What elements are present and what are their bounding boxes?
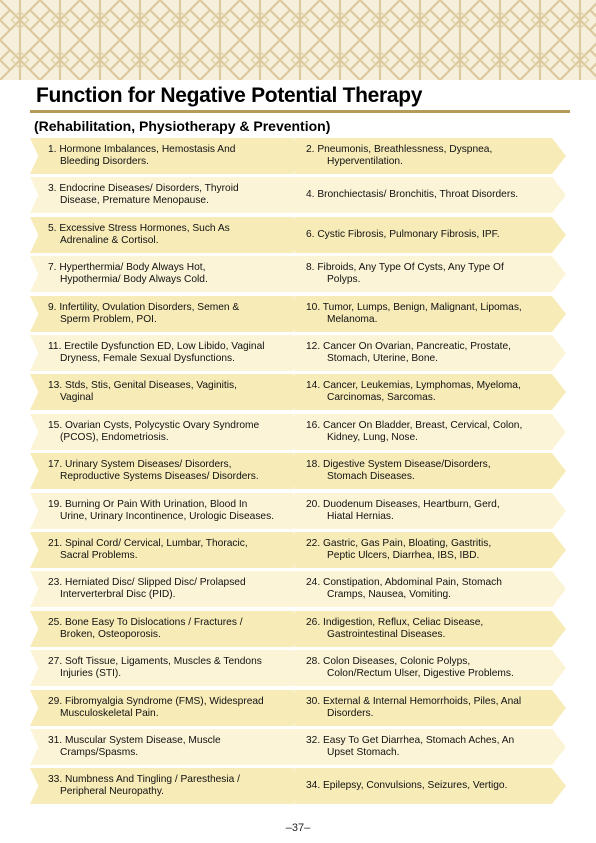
condition-line-2: (PCOS), Endometriosis.: [60, 431, 169, 443]
condition-line-1: 3. Endocrine Diseases/ Disorders, Thyroid: [48, 183, 239, 195]
condition-line-1: 13. Stds, Stis, Genital Diseases, Vaginitis,: [48, 380, 237, 392]
condition-line-1: 22. Gastric, Gas Pain, Bloating, Gastritis,: [306, 538, 492, 549]
condition-item: [30, 256, 307, 292]
condition-item: [294, 650, 566, 686]
condition-line-1: 30. External & Internal Hemorrhoids, Piles, Anal: [306, 695, 522, 707]
condition-line-1: 9. Infertility, Ovulation Disorders, Semen &: [48, 301, 240, 313]
condition-item: [294, 138, 566, 174]
condition-line-2: Disorders.: [327, 707, 374, 719]
condition-line-2: Kidney, Lung, Nose.: [327, 431, 418, 443]
condition-line-2: Hiatal Hernias.: [327, 510, 394, 522]
condition-line-1: 2. Pneumonis, Breathlessness, Dyspnea,: [306, 144, 493, 155]
condition-line-1: 12. Cancer On Ovarian, Pancreatic, Prostate,: [306, 341, 511, 352]
condition-item: [30, 138, 307, 174]
condition-line-1: 10. Tumor, Lumps, Benign, Malignant, Lipomas,: [306, 301, 522, 313]
condition-line-2: Interverterbral Disc (PID).: [60, 589, 176, 601]
condition-line-1: 4. Bronchiectasis/ Bronchitis, Throat Disorders.: [306, 189, 519, 201]
condition-line-1: 7. Hyperthermia/ Body Always Hot,: [48, 262, 206, 274]
condition-line-2: Injuries (STI).: [60, 668, 122, 680]
condition-line-2: Stomach, Uterine, Bone.: [327, 353, 438, 364]
condition-line-1: 24. Constipation, Abdominal Pain, Stomach: [306, 577, 502, 589]
condition-item: [294, 335, 566, 371]
condition-line-1: 33. Numbness And Tingling / Paresthesia /: [48, 774, 240, 786]
condition-line-2: Polyps.: [327, 274, 361, 286]
condition-line-1: 1. Hormone Imbalances, Hemostasis And: [48, 144, 236, 155]
condition-line-1: 19. Burning Or Pain With Urination, Blood In: [48, 498, 248, 510]
condition-item: [294, 729, 566, 765]
condition-line-2: Colon/Rectum Ulser, Digestive Problems.: [327, 668, 514, 680]
condition-line-1: 16. Cancer On Bladder, Breast, Cervical, Colon,: [306, 419, 523, 431]
condition-line-2: Gastrointestinal Diseases.: [327, 628, 446, 640]
condition-item: [294, 571, 566, 607]
condition-item: [294, 453, 566, 489]
condition-line-2: Musculoskeletal Pain.: [60, 707, 159, 719]
condition-item: [294, 296, 566, 332]
condition-line-2: Stomach Diseases.: [327, 471, 415, 483]
condition-line-2: Reproductive Systems Diseases/ Disorders.: [60, 471, 259, 483]
condition-item: [30, 532, 307, 568]
condition-line-1: 14. Cancer, Leukemias, Lymphomas, Myeloma,: [306, 380, 521, 392]
condition-item: [294, 690, 566, 726]
condition-item: [30, 335, 307, 371]
condition-line-2: Hyperventilation.: [327, 156, 403, 167]
condition-line-1: 18. Digestive System Disease/Disorders,: [306, 459, 491, 471]
condition-line-2: Carcinomas, Sarcomas.: [327, 392, 436, 404]
condition-line-1: 11. Erectile Dysfunction ED, Low Libido, Vaginal: [48, 341, 265, 352]
condition-line-1: 5. Excessive Stress Hormones, Such As: [48, 222, 230, 234]
condition-line-1: 20. Duodenum Diseases, Heartburn, Gerd,: [306, 498, 500, 510]
condition-item: [30, 217, 307, 253]
condition-line-1: 28. Colon Diseases, Colonic Polyps,: [306, 656, 471, 668]
condition-item: [294, 374, 566, 410]
condition-line-1: 23. Herniated Disc/ Slipped Disc/ Prolapsed: [48, 577, 246, 589]
condition-item: [294, 493, 566, 529]
page-title: Function for Negative Potential Therapy: [36, 84, 423, 107]
condition-item: [30, 493, 307, 529]
condition-item: [30, 414, 307, 450]
condition-item: [294, 256, 566, 292]
condition-line-2: Vaginal: [60, 392, 94, 404]
condition-line-2: Adrenaline & Cortisol.: [60, 234, 159, 246]
condition-line-2: Dryness, Female Sexual Dysfunctions.: [60, 353, 235, 364]
condition-line-1: 26. Indigestion, Reflux, Celiac Disease,: [306, 616, 484, 628]
condition-item: [294, 768, 566, 804]
condition-item: [294, 414, 566, 450]
condition-line-1: 27. Soft Tissue, Ligaments, Muscles & Tendons: [48, 656, 262, 668]
condition-item: [294, 611, 566, 647]
condition-item: [294, 177, 566, 213]
condition-item: [30, 374, 307, 410]
condition-item: [30, 729, 307, 765]
condition-line-1: 31. Muscular System Disease, Muscle: [48, 735, 221, 746]
fret-pattern-graphic: [0, 0, 596, 80]
condition-line-1: 8. Fibroids, Any Type Of Cysts, Any Type Of: [306, 262, 504, 274]
condition-line-1: 29. Fibromyalgia Syndrome (FMS), Widespread: [48, 695, 264, 707]
condition-line-2: Hypothermia/ Body Always Cold.: [60, 274, 208, 286]
condition-line-1: 15. Ovarian Cysts, Polycystic Ovary Syndrome: [48, 419, 260, 431]
condition-line-2: Urine, Urinary Incontinence, Urologic Diseases.: [60, 510, 275, 522]
condition-line-2: Peptic Ulcers, Diarrhea, IBS, IBD.: [327, 550, 480, 561]
condition-line-2: Peripheral Neuropathy.: [60, 786, 165, 798]
condition-line-1: 6. Cystic Fibrosis, Pulmonary Fibrosis, IPF.: [306, 228, 500, 240]
condition-line-2: Cramps/Spasms.: [60, 747, 139, 758]
condition-line-2: Cramps, Nausea, Vomiting.: [327, 589, 452, 601]
page-subtitle: (Rehabilitation, Physiotherapy & Prevention): [34, 118, 331, 134]
condition-item: [294, 532, 566, 568]
condition-line-2: Melanoma.: [327, 313, 378, 325]
condition-item: [30, 611, 307, 647]
condition-item: [30, 571, 307, 607]
condition-line-2: Upset Stomach.: [327, 747, 400, 758]
title-divider: [30, 110, 570, 113]
condition-item: [30, 296, 307, 332]
condition-line-1: 34. Epilepsy, Convulsions, Seizures, Vertigo.: [306, 780, 508, 792]
condition-line-1: 25. Bone Easy To Dislocations / Fractures /: [48, 616, 243, 628]
condition-item: [30, 177, 307, 213]
condition-item: [30, 650, 307, 686]
condition-line-1: 17. Urinary System Diseases/ Disorders,: [48, 459, 232, 471]
condition-item: [30, 690, 307, 726]
condition-line-1: 21. Spinal Cord/ Cervical, Lumbar, Thoracic,: [48, 538, 248, 549]
page-number: –37–: [285, 822, 311, 834]
condition-line-2: Broken, Osteoporosis.: [60, 628, 161, 640]
condition-item: [30, 768, 307, 804]
decorative-pattern-header: [0, 0, 596, 80]
condition-item: [30, 453, 307, 489]
condition-item: [294, 217, 566, 253]
condition-line-2: Sacral Problems.: [60, 550, 138, 561]
condition-line-2: Sperm Problem, POI.: [60, 313, 157, 325]
condition-line-1: 32. Easy To Get Diarrhea, Stomach Aches, An: [306, 735, 515, 746]
condition-line-2: Disease, Premature Menopause.: [60, 195, 209, 207]
condition-line-2: Bleeding Disorders.: [60, 156, 149, 167]
